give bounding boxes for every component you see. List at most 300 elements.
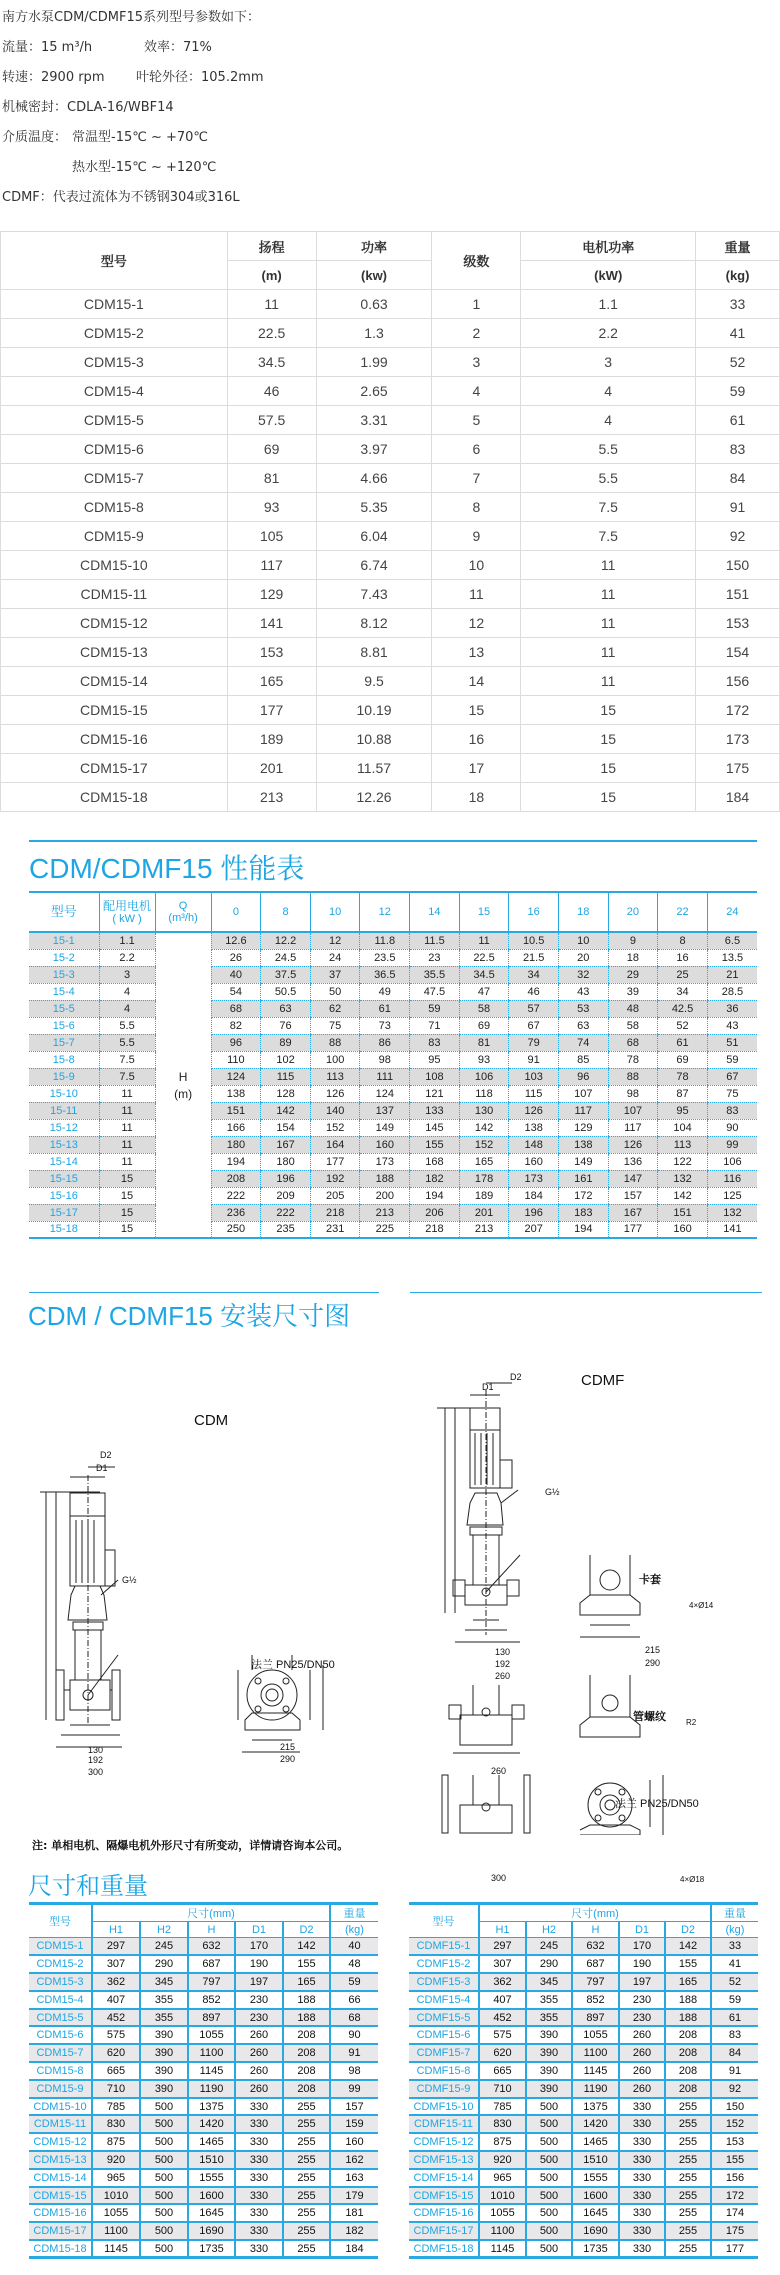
cell-model: 15-10 xyxy=(29,1085,99,1102)
cell-head-value: 58 xyxy=(608,1017,658,1034)
cell-head-value: 78 xyxy=(608,1051,658,1068)
cell-h1: 1055 xyxy=(92,2204,140,2222)
cdmf-260-label: 260 xyxy=(495,1671,511,1681)
cell-h2: 500 xyxy=(140,2169,188,2187)
perf-header-flow-value: 18 xyxy=(558,892,608,932)
cell-head-value: 53 xyxy=(558,1000,608,1017)
cell-d2: 208 xyxy=(665,2080,711,2098)
cell-head-value: 12.6 xyxy=(211,932,261,949)
cell-weight: 52 xyxy=(711,1973,758,1991)
cell-head-axis xyxy=(155,1204,211,1221)
table-row xyxy=(29,2151,378,2169)
cell-motor-power: 11 xyxy=(521,638,696,667)
cell-head-value: 28.5 xyxy=(707,983,757,1000)
cell-power: 8.12 xyxy=(316,609,432,638)
cell-head-value: 178 xyxy=(459,1170,509,1187)
table-row xyxy=(409,2187,758,2205)
cell-head-value: 213 xyxy=(360,1204,410,1221)
cell-d1: 330 xyxy=(619,2169,665,2187)
cell-motor-power: 4 xyxy=(521,377,696,406)
cell-head-value: 49 xyxy=(360,983,410,1000)
dim-header-model: 型号 xyxy=(29,1904,92,1938)
cell-head-value: 152 xyxy=(459,1136,509,1153)
perf-header-flow-value: 24 xyxy=(707,892,757,932)
cell-motor-power: 11 xyxy=(521,551,696,580)
cell-d2: 255 xyxy=(283,2115,330,2133)
cell-d2: 255 xyxy=(665,2169,711,2187)
performance-table xyxy=(29,891,757,1239)
cell-d1: 260 xyxy=(619,2026,665,2044)
cell-d1: 260 xyxy=(619,2080,665,2098)
cell-weight: 184 xyxy=(696,783,780,812)
perf-header-flow-value: 0 xyxy=(211,892,261,932)
table-row xyxy=(1,493,780,522)
impeller-diameter: 叶轮外径：105.2mm xyxy=(136,70,264,85)
cell-d1: 230 xyxy=(619,1991,665,2009)
cell-h: 1465 xyxy=(188,2133,235,2151)
table-row xyxy=(29,949,757,966)
cell-stages: 3 xyxy=(432,348,521,377)
cell-stages: 11 xyxy=(432,580,521,609)
cdm-pump-drawing xyxy=(40,1455,420,1845)
cell-weight: 154 xyxy=(696,638,780,667)
cell-head-value: 125 xyxy=(707,1187,757,1204)
cell-model: 15-12 xyxy=(29,1119,99,1136)
cell-h2: 345 xyxy=(140,1973,188,1991)
cell-h: 1100 xyxy=(572,2044,619,2062)
table-row xyxy=(1,522,780,551)
cell-head-axis xyxy=(155,1102,211,1119)
cell-h2: 245 xyxy=(526,1938,572,1956)
cell-motor: 3 xyxy=(99,966,155,983)
cell-h1: 1010 xyxy=(92,2187,140,2205)
cdmf-label: CDMF xyxy=(581,1372,625,1389)
cdmf-130-label: 130 xyxy=(495,1647,511,1657)
cell-motor: 4 xyxy=(99,983,155,1000)
table-row xyxy=(409,2098,758,2116)
cell-h2: 390 xyxy=(140,2080,188,2098)
cell-head-value: 26 xyxy=(211,949,261,966)
table-row xyxy=(29,2187,378,2205)
cell-head-value: 154 xyxy=(261,1119,311,1136)
cell-motor-power: 15 xyxy=(521,696,696,725)
cell-h2: 390 xyxy=(140,2026,188,2044)
cell-head-value: 166 xyxy=(211,1119,261,1136)
cell-h: 852 xyxy=(572,1991,619,2009)
cell-h1: 920 xyxy=(479,2151,526,2169)
cell-h: 1735 xyxy=(188,2240,235,2258)
cell-head-value: 194 xyxy=(410,1187,460,1204)
cell-head-value: 58 xyxy=(459,1000,509,1017)
cdmf-flange-label: 法兰 PN25/DN50 xyxy=(615,1798,699,1810)
cell-head-value: 236 xyxy=(211,1204,261,1221)
cell-stages: 10 xyxy=(432,551,521,580)
cell-motor-power: 5.5 xyxy=(521,464,696,493)
cell-head-value: 155 xyxy=(410,1136,460,1153)
cell-model: CDM15-4 xyxy=(1,377,228,406)
table-row xyxy=(1,580,780,609)
cell-motor: 1.1 xyxy=(99,932,155,949)
cell-model: CDM15-4 xyxy=(29,1991,92,2009)
cell-head-value: 208 xyxy=(211,1170,261,1187)
table-row xyxy=(29,2169,378,2187)
cell-head: 57.5 xyxy=(227,406,316,435)
cell-head-value: 50.5 xyxy=(261,983,311,1000)
intro-title: 南方水泵CDM/CDMF15系列型号参数如下： xyxy=(2,10,261,25)
dim-header-h: H xyxy=(188,1922,235,1938)
cell-head-value: 40 xyxy=(211,966,261,983)
cell-head-value: 59 xyxy=(707,1051,757,1068)
cell-motor: 2.2 xyxy=(99,949,155,966)
cell-motor-power: 7.5 xyxy=(521,522,696,551)
cell-head-value: 104 xyxy=(658,1119,708,1136)
cell-head-value: 23.5 xyxy=(360,949,410,966)
cell-power: 6.04 xyxy=(316,522,432,551)
cell-h: 687 xyxy=(188,1955,235,1973)
cell-head-axis xyxy=(155,1136,211,1153)
header-weight: 重量 xyxy=(696,232,780,261)
table-row xyxy=(29,1136,757,1153)
cell-head-value: 113 xyxy=(310,1068,360,1085)
table-row xyxy=(409,2044,758,2062)
cell-h: 1055 xyxy=(572,2026,619,2044)
cell-motor: 11 xyxy=(99,1119,155,1136)
dim-title: 尺寸和重量 xyxy=(28,1873,148,1900)
table-row xyxy=(29,983,757,1000)
cell-head-value: 50 xyxy=(310,983,360,1000)
cell-h2: 390 xyxy=(526,2044,572,2062)
cell-h1: 1010 xyxy=(479,2187,526,2205)
table-row xyxy=(409,1955,758,1973)
cell-head-value: 67 xyxy=(509,1017,559,1034)
cell-weight: 179 xyxy=(330,2187,378,2205)
cell-model: CDMF15-8 xyxy=(409,2062,479,2080)
cell-d1: 230 xyxy=(235,2009,283,2027)
cell-model: CDM15-2 xyxy=(29,1955,92,1973)
thread-label: 管螺纹 xyxy=(633,1711,666,1723)
cell-head-value: 167 xyxy=(261,1136,311,1153)
header-power-unit: (kw) xyxy=(316,261,432,290)
cell-head-value: 98 xyxy=(608,1085,658,1102)
cell-model: CDMF15-5 xyxy=(409,2009,479,2027)
cell-weight: 92 xyxy=(711,2080,758,2098)
cell-head-value: 10 xyxy=(558,932,608,949)
cell-model: CDMF15-10 xyxy=(409,2098,479,2116)
cell-head-axis xyxy=(155,1153,211,1170)
cell-power: 10.19 xyxy=(316,696,432,725)
cell-d1: 330 xyxy=(235,2151,283,2169)
cell-weight: 151 xyxy=(696,580,780,609)
table-row xyxy=(409,2222,758,2240)
cell-head-value: 32 xyxy=(558,966,608,983)
cell-head-value: 222 xyxy=(261,1204,311,1221)
cell-head-value: 85 xyxy=(558,1051,608,1068)
cell-head: 213 xyxy=(227,783,316,812)
cell-h1: 965 xyxy=(92,2169,140,2187)
cell-h1: 362 xyxy=(479,1973,526,1991)
cell-head-value: 11 xyxy=(459,932,509,949)
cell-stages: 15 xyxy=(432,696,521,725)
cell-head-value: 42.5 xyxy=(658,1000,708,1017)
perf-header-flow: Q (m³/h) xyxy=(155,892,211,932)
cell-head-value: 96 xyxy=(211,1034,261,1051)
cell-weight: 33 xyxy=(711,1938,758,1956)
cell-power: 10.88 xyxy=(316,725,432,754)
table-row xyxy=(29,2222,378,2240)
cell-head-value: 130 xyxy=(459,1102,509,1119)
cell-model: CDMF15-18 xyxy=(409,2240,479,2258)
dim-header-d2: D2 xyxy=(283,1922,330,1938)
cell-d2: 255 xyxy=(283,2098,330,2116)
cell-weight: 177 xyxy=(711,2240,758,2258)
cell-head-value: 75 xyxy=(310,1017,360,1034)
dim-header-h2: H2 xyxy=(140,1922,188,1938)
cell-h1: 452 xyxy=(479,2009,526,2027)
table-row xyxy=(29,1000,757,1017)
cell-h2: 355 xyxy=(526,2009,572,2027)
dim-header-size: 尺寸(mm) xyxy=(479,1904,711,1922)
cell-head-value: 89 xyxy=(261,1034,311,1051)
cell-head-value: 213 xyxy=(459,1221,509,1238)
cell-h2: 500 xyxy=(140,2240,188,2258)
cell-d2: 208 xyxy=(665,2044,711,2062)
cell-stages: 1 xyxy=(432,290,521,319)
cell-head-value: 43 xyxy=(707,1017,757,1034)
cell-stages: 17 xyxy=(432,754,521,783)
cell-h2: 500 xyxy=(526,2240,572,2258)
cell-head-value: 102 xyxy=(261,1051,311,1068)
cell-h2: 345 xyxy=(526,1973,572,1991)
cell-head-value: 76 xyxy=(261,1017,311,1034)
spec-table xyxy=(0,231,780,812)
cell-head-value: 182 xyxy=(410,1170,460,1187)
cell-weight: 174 xyxy=(711,2204,758,2222)
table-row xyxy=(29,1973,378,1991)
cell-model: CDM15-5 xyxy=(1,406,228,435)
cell-h2: 500 xyxy=(140,2187,188,2205)
cell-head-axis xyxy=(155,1221,211,1238)
perf-header-flow-value: 8 xyxy=(261,892,311,932)
table-row xyxy=(29,966,757,983)
cdm-g-label: G½ xyxy=(122,1575,137,1585)
cell-head-value: 12 xyxy=(310,932,360,949)
table-row xyxy=(29,2133,378,2151)
cell-motor-power: 1.1 xyxy=(521,290,696,319)
cell-head-value: 138 xyxy=(509,1119,559,1136)
cell-model: 15-7 xyxy=(29,1034,99,1051)
cell-h1: 407 xyxy=(92,1991,140,2009)
cell-model: CDM15-18 xyxy=(1,783,228,812)
table-row xyxy=(1,348,780,377)
cell-d2: 208 xyxy=(283,2026,330,2044)
cell-h2: 390 xyxy=(526,2080,572,2098)
table-row xyxy=(1,783,780,812)
cell-h: 1555 xyxy=(572,2169,619,2187)
cell-motor: 11 xyxy=(99,1136,155,1153)
cell-h1: 297 xyxy=(92,1938,140,1956)
cell-head-axis xyxy=(155,932,211,949)
perf-header-flow-value: 15 xyxy=(459,892,509,932)
cell-h2: 500 xyxy=(526,2169,572,2187)
table-row xyxy=(29,932,757,949)
table-row xyxy=(29,1102,757,1119)
cell-head-value: 103 xyxy=(509,1068,559,1085)
cell-power: 3.31 xyxy=(316,406,432,435)
cell-weight: 59 xyxy=(330,1973,378,1991)
table-row xyxy=(1,754,780,783)
cell-head: 117 xyxy=(227,551,316,580)
cell-d2: 208 xyxy=(283,2044,330,2062)
cell-head-value: 12.2 xyxy=(261,932,311,949)
cell-d1: 330 xyxy=(619,2098,665,2116)
cell-head-value: 69 xyxy=(658,1051,708,1068)
cell-model: CDMF15-6 xyxy=(409,2026,479,2044)
cell-d1: 330 xyxy=(235,2222,283,2240)
cell-head-value: 138 xyxy=(211,1085,261,1102)
dim-header-weight-unit: (kg) xyxy=(330,1922,378,1938)
cell-h2: 500 xyxy=(526,2222,572,2240)
cell-head-value: 37 xyxy=(310,966,360,983)
cell-motor: 5.5 xyxy=(99,1034,155,1051)
cell-h1: 710 xyxy=(92,2080,140,2098)
cell-h: 897 xyxy=(572,2009,619,2027)
cell-h: 1375 xyxy=(188,2098,235,2116)
cell-h: 687 xyxy=(572,1955,619,1973)
cell-d2: 255 xyxy=(283,2151,330,2169)
cell-h1: 875 xyxy=(479,2133,526,2151)
cell-d1: 260 xyxy=(619,2062,665,2080)
efficiency: 效率：71% xyxy=(144,40,212,55)
table-row xyxy=(29,1051,757,1068)
cell-head-value: 20 xyxy=(558,949,608,966)
cell-d2: 188 xyxy=(665,1991,711,2009)
cell-head-value: 35.5 xyxy=(410,966,460,983)
cell-head-value: 88 xyxy=(310,1034,360,1051)
cell-head-value: 87 xyxy=(658,1085,708,1102)
table-row xyxy=(29,2098,378,2116)
cell-power: 1.99 xyxy=(316,348,432,377)
cell-d2: 188 xyxy=(283,1991,330,2009)
cell-head-value: 235 xyxy=(261,1221,311,1238)
cell-d1: 330 xyxy=(235,2169,283,2187)
cell-head-value: 141 xyxy=(707,1221,757,1238)
cell-model: CDMF15-16 xyxy=(409,2204,479,2222)
cell-head-value: 122 xyxy=(658,1153,708,1170)
cell-head-value: 78 xyxy=(658,1068,708,1085)
cell-model: CDM15-17 xyxy=(1,754,228,783)
cell-head-value: 100 xyxy=(310,1051,360,1068)
cdmf-d2-label: D2 xyxy=(510,1372,522,1382)
r2-label: R2 xyxy=(686,1718,697,1727)
table-row xyxy=(1,551,780,580)
cell-head-value: 39 xyxy=(608,983,658,1000)
cell-d2: 255 xyxy=(665,2098,711,2116)
cell-model: 15-5 xyxy=(29,1000,99,1017)
cell-motor: 7.5 xyxy=(99,1068,155,1085)
cell-head-value: 11.8 xyxy=(360,932,410,949)
cell-head-value: 88 xyxy=(608,1068,658,1085)
cdm-130-label: 130 xyxy=(88,1745,104,1755)
cell-d1: 330 xyxy=(619,2133,665,2151)
clamp-label: 卡套 xyxy=(639,1574,661,1586)
table-row xyxy=(29,1085,757,1102)
cell-h1: 1100 xyxy=(479,2222,526,2240)
cdmf-d1-label: D1 xyxy=(482,1382,494,1392)
cell-head-value: 63 xyxy=(261,1000,311,1017)
cell-weight: 157 xyxy=(330,2098,378,2116)
cell-h2: 355 xyxy=(526,1991,572,2009)
cell-h2: 500 xyxy=(140,2098,188,2116)
cell-power: 8.81 xyxy=(316,638,432,667)
table-row xyxy=(29,1153,757,1170)
cell-h: 797 xyxy=(188,1973,235,1991)
table-row xyxy=(409,1938,758,1956)
cell-stages: 5 xyxy=(432,406,521,435)
cell-stages: 14 xyxy=(432,667,521,696)
cell-head-value: 128 xyxy=(261,1085,311,1102)
cell-d1: 190 xyxy=(235,1955,283,1973)
cell-d2: 255 xyxy=(665,2240,711,2258)
cell-h2: 500 xyxy=(140,2133,188,2151)
cell-head-axis xyxy=(155,1051,211,1068)
cell-head-value: 177 xyxy=(310,1153,360,1170)
cell-power: 7.43 xyxy=(316,580,432,609)
cell-d2: 255 xyxy=(283,2222,330,2240)
cell-h2: 500 xyxy=(526,2133,572,2151)
cell-weight: 153 xyxy=(711,2133,758,2151)
cell-weight: 162 xyxy=(330,2151,378,2169)
dim-header-weight: 重量 xyxy=(330,1904,378,1922)
header-motor: 电机功率 xyxy=(521,232,696,261)
cell-weight: 160 xyxy=(330,2133,378,2151)
cell-weight: 41 xyxy=(711,1955,758,1973)
dim-header-model: 型号 xyxy=(409,1904,479,1938)
cell-h: 1375 xyxy=(572,2098,619,2116)
cell-model: 15-8 xyxy=(29,1051,99,1068)
cell-head-value: 68 xyxy=(608,1034,658,1051)
cell-h: 1100 xyxy=(188,2044,235,2062)
cell-head-value: 148 xyxy=(509,1136,559,1153)
cell-head-value: 117 xyxy=(608,1119,658,1136)
table-row xyxy=(1,667,780,696)
cdm-flange-label: 法兰 PN25/DN50 xyxy=(251,1659,335,1671)
cell-head-value: 96 xyxy=(558,1068,608,1085)
cell-weight: 184 xyxy=(330,2240,378,2258)
cell-weight: 156 xyxy=(711,2169,758,2187)
cell-head-axis xyxy=(155,1017,211,1034)
cell-h1: 785 xyxy=(479,2098,526,2116)
cell-model: CDM15-11 xyxy=(29,2115,92,2133)
cell-head-axis xyxy=(155,983,211,1000)
cell-h1: 785 xyxy=(92,2098,140,2116)
cell-weight: 152 xyxy=(711,2115,758,2133)
cell-d1: 260 xyxy=(619,2044,665,2062)
cell-head-value: 21 xyxy=(707,966,757,983)
cell-head-value: 117 xyxy=(558,1102,608,1119)
table-row xyxy=(1,696,780,725)
cell-head-value: 98 xyxy=(360,1051,410,1068)
head-unit-label: (m) xyxy=(174,1086,193,1101)
cell-head-value: 218 xyxy=(310,1204,360,1221)
cell-model: CDMF15-17 xyxy=(409,2222,479,2240)
cell-power: 0.63 xyxy=(316,290,432,319)
cell-h: 1420 xyxy=(572,2115,619,2133)
cell-d1: 230 xyxy=(619,2009,665,2027)
cell-motor: 5.5 xyxy=(99,1017,155,1034)
cell-d1: 330 xyxy=(235,2187,283,2205)
cell-h2: 245 xyxy=(140,1938,188,1956)
cell-h2: 390 xyxy=(526,2026,572,2044)
